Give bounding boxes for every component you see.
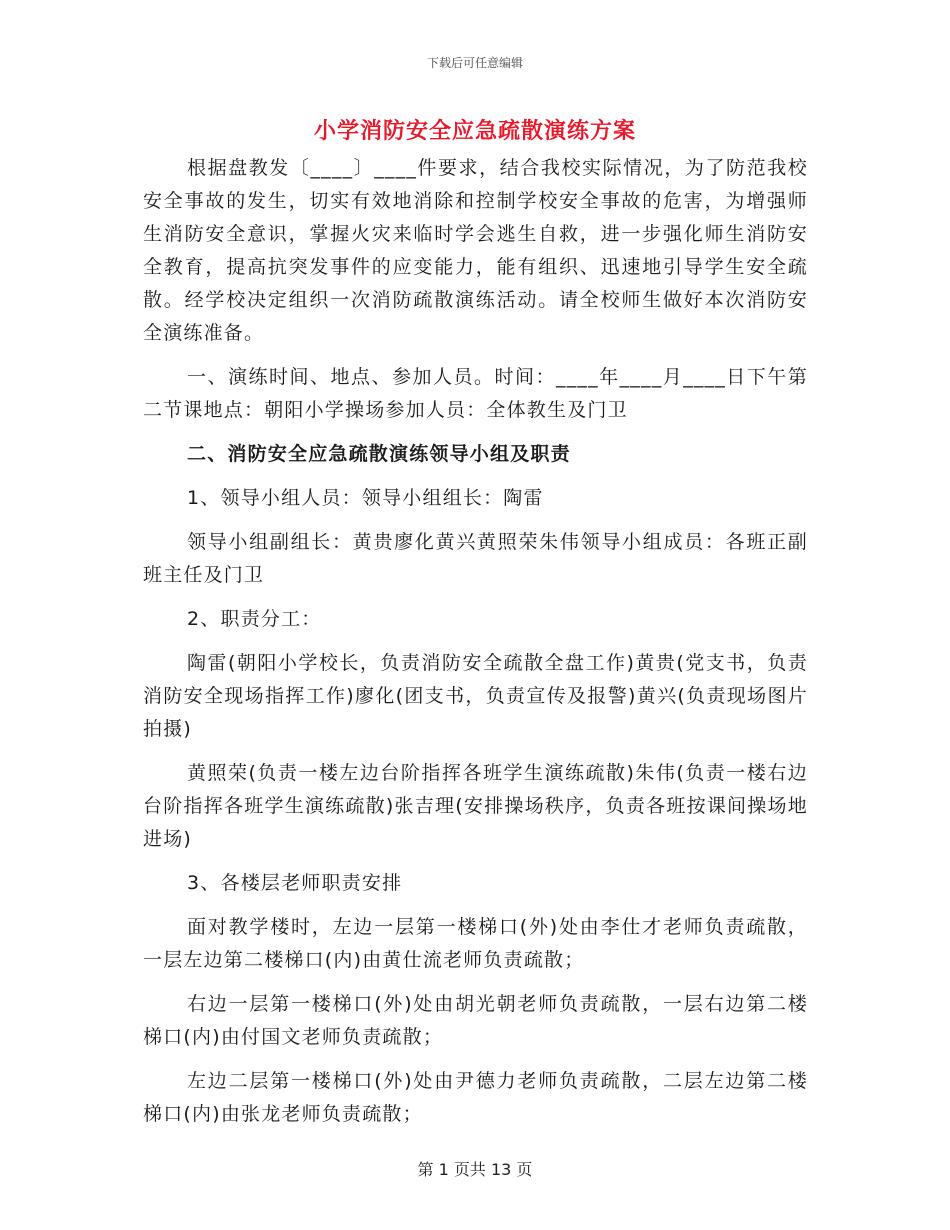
floor-paragraph-2: 右边一层第一楼梯口(外)处由胡光朝老师负责疏散，一层右边第二楼梯口(内)由付国文老师负责疏散； bbox=[143, 993, 808, 1048]
page-footer: 第 1 页共 13 页 bbox=[417, 1160, 533, 1179]
floor-paragraph-3: 左边二层第一楼梯口(外)处由尹德力老师负责疏散，二层左边第二楼梯口(内)由张龙老师负责疏散； bbox=[143, 1070, 808, 1125]
section-1-paragraph: 一、演练时间、地点、参加人员。时间：____年____月____日下午第二节课地点：朝阳小学操场参加人员：全体教生及门卫 bbox=[143, 366, 808, 421]
leader-group-paragraph: 1、领导小组人员：领导小组组长：陶雷 bbox=[187, 487, 544, 509]
duty-paragraph-2: 黄照荣(负责一楼左边台阶指挥各班学生演练疏散)朱伟(负责一楼右边台阶指挥各班学生演练疏散)张吉理(安排操场秩序，负责各班按课间操场地进场) bbox=[143, 762, 808, 850]
duty-division-heading: 2、职责分工： bbox=[187, 608, 322, 630]
document-title: 小学消防安全应急疏散演练方案 bbox=[313, 119, 636, 144]
floor-teacher-heading: 3、各楼层老师职责安排 bbox=[187, 872, 403, 894]
deputy-leader-paragraph: 领导小组副组长：黄贵廖化黄兴黄照荣朱伟领导小组成员：各班正副班主任及门卫 bbox=[143, 531, 808, 586]
header-note: 下载后可任意编辑 bbox=[426, 56, 523, 70]
intro-paragraph: 根据盘教发〔____〕____件要求，结合我校实际情况，为了防范我校安全事故的发生，切实有效地消除和控制学校安全事故的危害，为增强师生消防安全意识，掌握火灾来临时学会逃生自救，进一步强化师生消防安全教育，提高抗突发事件的应变能力，能有组织、迅速地引导学生安全疏散。经学校决定组织一次消防疏散演练活动。请全校师生做好本次消防安全演练准备。 bbox=[143, 157, 808, 344]
section-2-heading: 二、消防安全应急疏散演练领导小组及职责 bbox=[187, 443, 571, 465]
duty-paragraph-1: 陶雷(朝阳小学校长，负责消防安全疏散全盘工作)黄贵(党支书，负责消防安全现场指挥工作)廖化(团支书，负责宣传及报警)黄兴(负责现场图片拍摄) bbox=[143, 652, 808, 740]
floor-paragraph-1: 面对教学楼时，左边一层第一楼梯口(外)处由李仕才老师负责疏散，一层左边第二楼梯口(内)由黄仕流老师负责疏散； bbox=[143, 916, 808, 971]
document-body bbox=[143, 152, 808, 1131]
